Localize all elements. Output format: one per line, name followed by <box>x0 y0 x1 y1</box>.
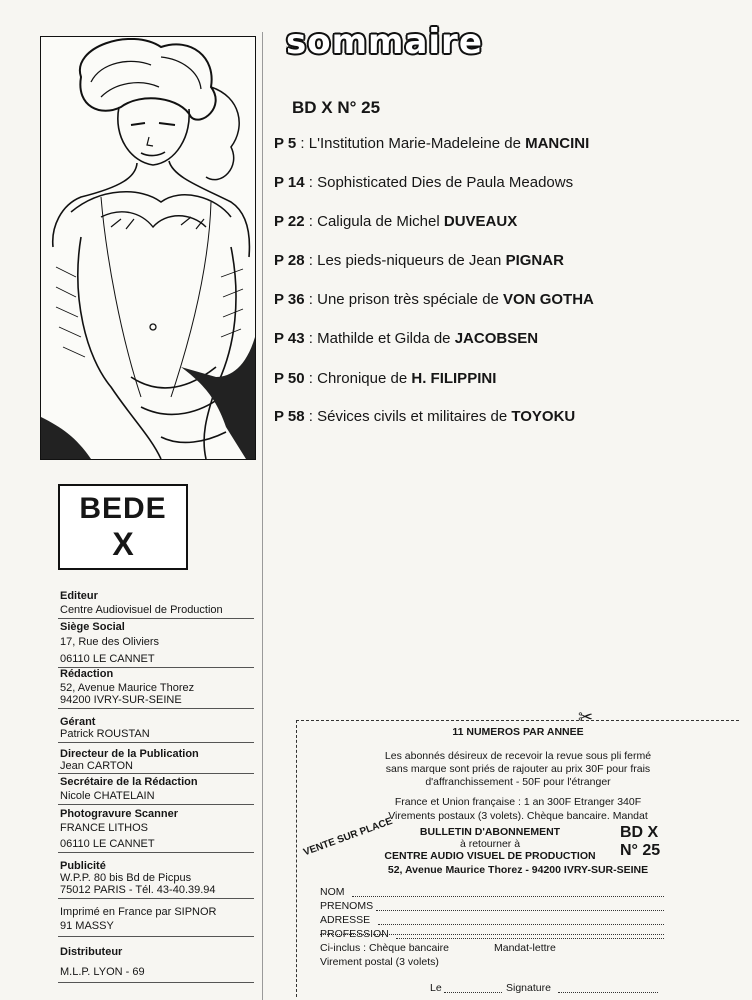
credits-rule <box>58 708 254 709</box>
photogravure-line1: FRANCE LITHOS <box>60 822 149 834</box>
toc-title: Les pieds-niqueurs de Jean <box>317 252 502 269</box>
toc-item: P 5 : L'Institution Marie-Madeleine de MANCINI <box>274 135 590 152</box>
imprime-line1: Imprimé en France par SIPNOR <box>60 906 217 918</box>
toc-item: P 36 : Une prison très spéciale de VON GOTHA <box>274 291 594 308</box>
redaction-label: Rédaction <box>60 668 114 680</box>
coupon-text2: sans marque sont priés de rajouter au prix 30F pour frais <box>385 763 651 775</box>
toc-page: P 5 <box>274 135 297 152</box>
redaction-line2: 94200 IVRY-SUR-SEINE <box>60 694 182 706</box>
toc-item: P 22 : Caligula de Michel DUVEAUX <box>274 213 518 230</box>
toc-page: P 14 <box>274 174 305 191</box>
credits-rule <box>58 982 254 983</box>
secretaire-value: Nicole CHATELAIN <box>60 790 155 802</box>
credits-rule <box>58 742 254 743</box>
toc-title: L'Institution Marie-Madeleine de <box>308 135 521 152</box>
bede-x-logo <box>58 484 188 570</box>
credits-rule <box>58 773 254 774</box>
toc-title: Sophisticated Dies de Paula Meadows <box>317 174 574 191</box>
siege-label: Siège Social <box>60 621 125 633</box>
credits-rule <box>58 936 254 937</box>
photogravure-line2: 06110 LE CANNET <box>60 838 155 850</box>
issue-title: BD X N° 25 <box>292 98 381 117</box>
coupon-centre: CENTRE AUDIO VISUEL DE PRODUCTION <box>384 850 596 862</box>
toc-author: TOYOKU <box>511 408 576 425</box>
logo-line2: X <box>112 526 134 562</box>
toc-page: P 43 <box>274 330 305 347</box>
toc-author: VON GOTHA <box>503 291 594 308</box>
profession-field[interactable] <box>396 938 664 939</box>
toc-author: H. FILIPPINI <box>411 370 497 387</box>
publicite-label: Publicité <box>60 860 106 872</box>
adresse-label: ADRESSE <box>320 914 371 926</box>
prenoms-label: PRENOMS <box>320 900 374 912</box>
secretaire-label: Secrétaire de la Rédaction <box>60 776 198 788</box>
coupon-issue-line1: BD X <box>620 824 659 841</box>
toc-page: P 58 <box>274 408 305 425</box>
toc-author: JACOBSEN <box>454 330 539 347</box>
photogravure-label: Photogravure Scanner <box>60 808 178 820</box>
page-title: sommaire <box>286 22 483 62</box>
gerant-label: Gérant <box>60 716 96 728</box>
signature-label: Signature <box>506 982 551 994</box>
toc-title: Sévices civils et militaires de <box>317 408 508 425</box>
publicite-line1: W.P.P. 80 bis Bd de Picpus <box>60 872 192 884</box>
coupon-text1: Les abonnés désireux de recevoir la revue sous pli fermé <box>384 750 652 762</box>
credits-rule <box>58 852 254 853</box>
toc-title: Caligula de Michel <box>317 213 440 230</box>
coupon-heading: 11 NUMEROS PAR ANNEE <box>452 726 584 738</box>
coupon-prices: France et Union française : 1 an 300F Etranger 340F <box>394 796 642 808</box>
toc-title: Mathilde et Gilda de <box>317 330 451 347</box>
logo-line1: BEDE <box>79 492 167 525</box>
coupon-issue-line2: N° 25 <box>620 842 661 859</box>
siege-line1: 17, Rue des Oliviers <box>60 636 160 648</box>
editeur-value: Centre Audiovisuel de Production <box>60 604 223 616</box>
column-divider <box>262 32 263 1000</box>
toc-item: P 58 : Sévices civils et militaires de TOYOKU <box>274 408 576 425</box>
le-label: Le <box>430 982 442 994</box>
imprime-line2: 91 MASSY <box>60 920 114 932</box>
toc-title: Chronique de <box>317 370 408 387</box>
toc-author: DUVEAUX <box>443 213 518 230</box>
adresse-field[interactable] <box>378 924 664 925</box>
siege-line2: 06110 LE CANNET <box>60 653 155 665</box>
toc-author: PIGNAR <box>505 252 564 269</box>
nom-field[interactable] <box>352 896 664 897</box>
toc-item: P 43 : Mathilde et Gilda de JACOBSEN <box>274 330 539 347</box>
prenoms-field[interactable] <box>376 910 664 911</box>
toc-page: P 36 <box>274 291 305 308</box>
coupon-retourner: à retourner à <box>459 838 521 850</box>
scissors-icon: ✂ <box>578 707 594 727</box>
toc-page: P 28 <box>274 252 305 269</box>
date-field[interactable] <box>444 992 502 993</box>
coupon-payment: Virements postaux (3 volets). Chèque bancaire. Mandat <box>388 810 648 822</box>
mandat-option: Mandat-lettre <box>494 942 556 954</box>
credits-rule <box>58 898 254 899</box>
profession-label: PROFESSION <box>320 928 389 940</box>
coupon-address: 52, Avenue Maurice Thorez - 94200 IVRY-SUR-SEINE <box>387 864 649 876</box>
coupon-text3: d'affranchissement - 50F pour l'étranger <box>425 776 611 788</box>
cover-illustration <box>40 36 256 460</box>
ci-inclus: Ci-inclus : Chèque bancaire <box>320 942 449 954</box>
directeur-label: Directeur de la Publication <box>60 748 199 760</box>
coupon-bulletin: BULLETIN D'ABONNEMENT <box>419 826 561 838</box>
credits-rule <box>58 618 254 619</box>
toc-item: P 14 : Sophisticated Dies de Paula Meadows <box>274 174 574 191</box>
coupon-issue <box>620 824 660 860</box>
vente-stamp: VENTE SUR PLACE <box>302 815 395 859</box>
distributeur-label: Distributeur <box>60 946 123 958</box>
toc-item: P 28 : Les pieds-niqueurs de Jean PIGNAR <box>274 252 564 269</box>
toc-title: Une prison très spéciale de <box>317 291 499 308</box>
toc-page: P 50 <box>274 370 305 387</box>
toc-item: P 50 : Chronique de H. FILIPPINI <box>274 370 497 387</box>
editeur-label: Editeur <box>60 590 98 602</box>
toc-page: P 22 <box>274 213 305 230</box>
signature-field[interactable] <box>558 992 658 993</box>
virement-option: Virement postal (3 volets) <box>320 956 439 968</box>
toc-author: MANCINI <box>525 135 590 152</box>
gerant-value: Patrick ROUSTAN <box>60 728 150 740</box>
nom-label: NOM <box>320 886 345 898</box>
illustration-drawing <box>41 37 255 459</box>
credits-rule <box>58 804 254 805</box>
redaction-line1: 52, Avenue Maurice Thorez <box>60 682 195 694</box>
directeur-value: Jean CARTON <box>60 760 133 772</box>
publicite-line2: 75012 PARIS - Tél. 43-40.39.94 <box>60 884 216 896</box>
distributeur-value: M.L.P. LYON - 69 <box>60 966 145 978</box>
